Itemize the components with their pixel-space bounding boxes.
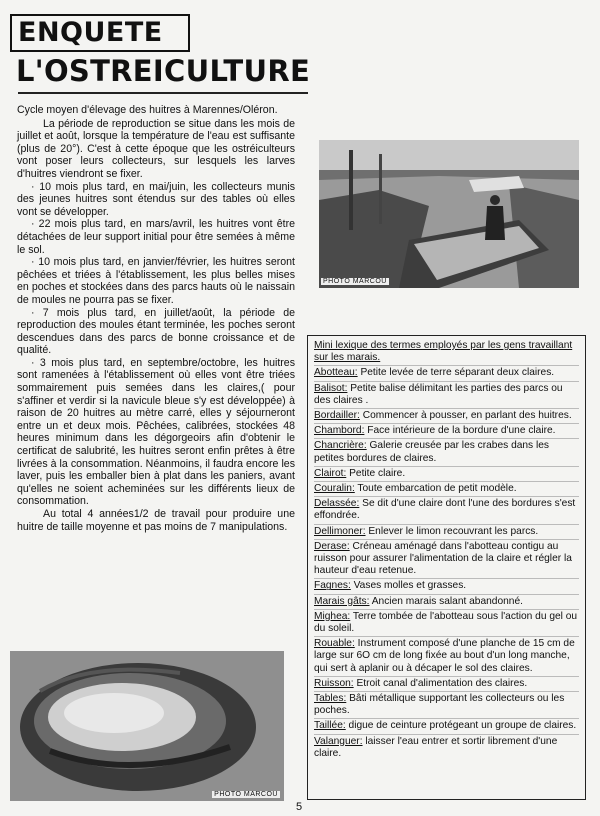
article-paragraph: · 10 mois plus tard, en janvier/février, les huitres seront pêchées et triées à l'établissement, les plus belles mises en poches et stockées dans des parcs hauts où le naissain de moules ne pourra pas se fixer. bbox=[17, 256, 295, 306]
lexique-definition: Petite balise délimitant les parties des parcs ou des claires . bbox=[314, 382, 563, 406]
lexique-entries bbox=[314, 365, 579, 761]
photo-oyster bbox=[10, 651, 284, 801]
lexique-box bbox=[307, 335, 586, 800]
lexique-entry bbox=[314, 691, 579, 718]
lexique-definition: Bâti métallique supportant les collecteurs ou les poches. bbox=[314, 693, 565, 717]
lexique-definition: Instrument composé d'une planche de 15 cm de large sur 6O cm de long fixée au bout d'un long manche, qui sert à aplanir ou à décaper le sol des claires. bbox=[314, 638, 575, 674]
lexique-term: Bordailler: bbox=[314, 410, 360, 422]
lexique-definition: Vases molles et grasses. bbox=[350, 580, 467, 592]
article-paragraph: Au total 4 années1/2 de travail pour produire une huitre de taille moyenne et pas moins de 7 manipulations. bbox=[17, 508, 295, 533]
lexique-entry bbox=[314, 423, 579, 438]
lexique-term: Chancrière: bbox=[314, 440, 367, 452]
lexique-term: Ruisson: bbox=[314, 677, 354, 689]
lexique-definition: Créneau aménagé dans l'abotteau contigu au ruisson pour assurer l'alimentation de la claire et régler la hauteur d'eau retenue. bbox=[314, 540, 572, 577]
article-paragraph: La période de reproduction se situe dans les mois de juillet et août, lorsque la température de l'eau est suffisante (plus de 20°). C'est à cette époque que les ostréiculteurs vont poser leurs collecteurs, sur lesquels les larves d'huitres viendront se fixer. bbox=[17, 117, 295, 180]
lexique-term: Marais gâts: bbox=[314, 595, 370, 607]
page-title-line-2: L'OSTREICULTURE bbox=[16, 54, 311, 88]
lexique-definition: digue de ceinture protégeant un groupe de claires. bbox=[345, 720, 577, 732]
lexique-entry bbox=[314, 609, 579, 636]
lexique-entry bbox=[314, 734, 579, 761]
lexique-definition: Ancien marais salant abandonné. bbox=[369, 595, 523, 607]
lexique-entry bbox=[314, 539, 579, 579]
lexique-definition: Terre tombée de l'abotteau sous l'action du gel ou du soleil. bbox=[314, 610, 578, 635]
photo-credit: PHOTO MARCOU bbox=[214, 791, 278, 798]
article-paragraph: · 3 mois plus tard, en septembre/octobre, les huitres sont ramenées à l'établissement où elles vont être triées sommairement puis semées dans les claires,( pour s'affiner et verdir si la navicule bleue s'y est développée) à raison de 20 huitres au mètre carré, elles y séjourneront entre un et deux mois. Pêchées, calibrées, stockées 48 heures minimum dans les dégorgeoirs afin d'obtenir le certificat de salubrité, les huitres seront enfin prêtes à être livrées à la consommation. Néanmoins, il faudra encore les laver, puis les emballer bien à plat dans les paniers, avant qu'elles ne soient acheminées sur les différents lieux de consommation. bbox=[17, 356, 295, 508]
lexique-definition: Commencer à pousser, en parlant des huitres. bbox=[359, 410, 572, 422]
lexique-term: Derase: bbox=[314, 540, 350, 552]
lexique-term: Balisot: bbox=[314, 382, 348, 394]
lexique-term: Clairot: bbox=[314, 467, 347, 479]
lexique-entry bbox=[314, 636, 579, 676]
lexique-entry bbox=[314, 676, 579, 691]
lexique-definition: Petite levée de terre séparant deux claires. bbox=[357, 367, 555, 379]
lexique-definition: Toute embarcation de petit modèle. bbox=[354, 483, 517, 495]
lexique-term: Dellimoner: bbox=[314, 525, 366, 537]
photo-oyster-farmer-image bbox=[319, 140, 579, 288]
lexique-definition: Galerie creusée par les crabes dans les petites bordures de claires. bbox=[314, 440, 550, 464]
lexique-term: Taillée: bbox=[314, 720, 346, 732]
lexique-term: Delassée: bbox=[314, 498, 360, 510]
lexique-term: Valanguer: bbox=[314, 735, 363, 747]
lexique-entry bbox=[314, 408, 579, 423]
lexique-definition: Se dit d'une claire dont l'une des bordures s'est effondrée. bbox=[314, 498, 576, 522]
article-paragraph: · 7 mois plus tard, en juillet/août, la période de reproduction des moules étant terminée, les poches seront descendues dans des parcs de bonne croissance et de qualité. bbox=[17, 306, 295, 357]
lexique-term: Chambord: bbox=[314, 425, 365, 437]
lexique-entry bbox=[314, 578, 579, 593]
lexique-heading: Mini lexique des termes employés par les gens travaillant sur les marais. bbox=[314, 340, 573, 364]
lexique-definition: laisser l'eau entrer et sortir librement d'une claire. bbox=[314, 735, 558, 759]
lexique-definition: Petite claire. bbox=[346, 467, 406, 479]
lexique-entry bbox=[314, 496, 579, 523]
lexique-entry bbox=[314, 466, 579, 481]
photo-oyster-image bbox=[10, 651, 284, 801]
lexique-term: Abotteau: bbox=[314, 367, 358, 379]
page-title-line-1: ENQUETE bbox=[10, 14, 190, 52]
photo-credit: PHOTO MARCOU bbox=[323, 278, 387, 285]
lexique-term: Fagnes: bbox=[314, 580, 351, 592]
lexique-term: Rouable: bbox=[314, 638, 355, 650]
lexique-term: Mighea: bbox=[314, 610, 351, 622]
lexique-term: Tables: bbox=[314, 693, 347, 705]
article-paragraph: · 10 mois plus tard, en mai/juin, les collecteurs munis des jeunes huitres sont étendus sur des tables où elles vont se développer. bbox=[17, 180, 295, 218]
lexique-entry bbox=[314, 365, 579, 380]
lexique-definition: Enlever le limon recouvrant les parcs. bbox=[365, 525, 539, 537]
article-body bbox=[17, 104, 295, 533]
title-rule bbox=[18, 92, 308, 94]
lexique-entry bbox=[314, 594, 579, 609]
lexique-entry bbox=[314, 718, 579, 733]
lexique-definition: Etroit canal d'alimentation des claires. bbox=[353, 677, 528, 689]
lexique-entry bbox=[314, 438, 579, 465]
lexique-entry bbox=[314, 381, 579, 408]
article-paragraph: · 22 mois plus tard, en mars/avril, les huitres vont être détachées de leur support initial pour être semées à même le sol. bbox=[17, 218, 295, 256]
lexique-definition: Face intérieure de la bordure d'une claire. bbox=[364, 425, 556, 437]
lexique-entry bbox=[314, 481, 579, 496]
photo-oyster-farmer bbox=[319, 140, 579, 288]
lexique-term: Couralin: bbox=[314, 483, 355, 495]
lexique-entry bbox=[314, 524, 579, 539]
page-number: 5 bbox=[296, 801, 303, 813]
article-intro: Cycle moyen d'élevage des huitres à Marennes/Oléron. bbox=[17, 104, 278, 116]
